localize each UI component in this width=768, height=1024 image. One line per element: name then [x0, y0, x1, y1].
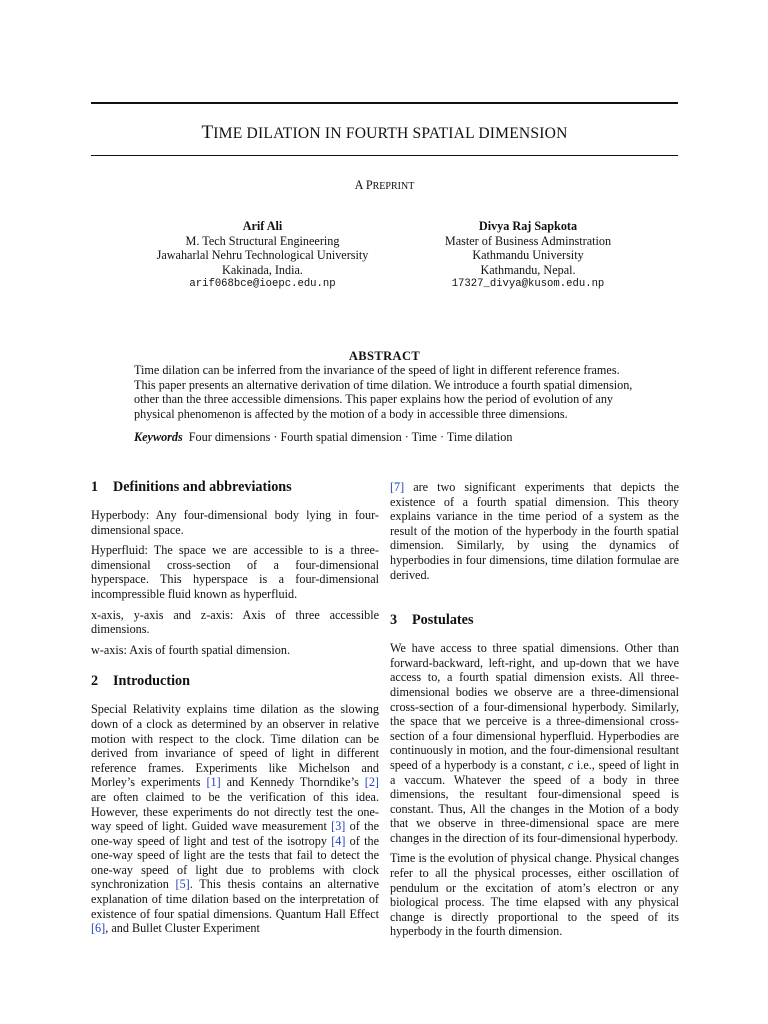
author-affiliation-line: Kathmandu, Nepal.	[480, 262, 576, 277]
citation-link[interactable]: [3]	[331, 819, 346, 834]
definition-w-axis: w-axis: Axis of fourth spatial dimension.	[91, 642, 291, 657]
citation-link[interactable]: [7]	[390, 480, 405, 494]
citation-link[interactable]: [5]	[175, 877, 190, 892]
left-column	[91, 478, 379, 936]
author-affiliation-line: Jawaharlal Nehru Technological University	[156, 248, 369, 263]
title-bottom-rule	[91, 155, 678, 156]
title-smallcaps: IME DILATION IN FOURTH SPATIAL DIMENSION	[213, 125, 568, 142]
citation-link[interactable]: [1]	[206, 775, 221, 790]
postulates-paragraph-2: Time is the evolution of physical change. Physical changes refer to all the physical processes, either oscillation of pendulum or the excitation of atom’s electron or any biological process. The time elapsed with any physical change is directly proportional to the speed of its hyperbody in the fourth dimension.	[390, 851, 679, 939]
author-name: Divya Raj Sapkota	[478, 219, 578, 233]
definition-hyperbody: Hyperbody: Any four-dimensional body lying in four-dimensional space.	[91, 508, 379, 537]
author-affiliation-line: M. Tech Structural Engineering	[185, 233, 340, 248]
title-initial: T	[201, 122, 214, 143]
postulates-paragraph-1: We have access to three spatial dimensions. Other than forward-backward, left-right, and up-down that we have access to, a fourth spatial dimension exists. All three-dimensional bodies we observe are a three-dimensional cross-section of a four-dimensional hyperbody. Similarly, the space that we perceive is a three-dimensional cross-section of a four dimensional hyperfluid. Hyperbodies are continuously in motion, and the four-dimensional resultant speed of a hyperbody is a constant, c i.e., speed of light in a vaccum. Whatever the speed of a body in three dimensions, the resultant four-dimensional speed is constant. Thus, All the changes in the Motion of a body that we observe in three-dimensional space are mere changes in the direction of its four-dimensional hyperbody.	[390, 641, 679, 845]
author-affiliation-line: Master of Business Adminstration	[444, 233, 612, 248]
citation-link[interactable]: [4]	[331, 833, 346, 848]
author-email: 17327_divya@kusom.edu.np	[451, 278, 605, 291]
introduction-paragraph: Special Relativity explains time dilation as the slowing down of a clock as determined by an observer in relative motion with respect to the clock. Time dilation can be derived from invariance of speed of light in different reference frames. Experiments like Michelson and Morley’s experiments [1] and Kennedy Thorndike’s [2] are often claimed to be the verification of this idea. However, these experiments do not directly test the one-way speed of light. Guided wave measurement [3] of the one-way speed of light and test of the isotropy [4] of the one-way speed of light are the tests that fail to detect the one-way speed of light due to problems with clock synchronization [5]. This thesis contains an alternative explanation of time dilation based on the interpretation of existence of four spatial dimensions. Quantum Hall Effect [6], and Bullet Cluster Experiment	[91, 702, 379, 936]
author-email: arif068bce@ioepc.edu.np	[189, 278, 336, 291]
introduction-paragraph-continued: [7] are two significant experiments that depicts the existence of a fourth spatial dimension. This theory explains variance in the time period of a system as the result of the motion of the hyperbody in the fourth spatial dimension. Similarly, by using the dynamics of hyperbodies in four dimensions, time dilation formulae are derived.	[390, 480, 679, 582]
author-block-1	[140, 219, 385, 292]
author-affiliation-line: Kathmandu University	[472, 248, 584, 263]
top-rule	[91, 102, 678, 104]
author-name: Arif Ali	[242, 219, 283, 233]
right-column	[390, 480, 679, 939]
math-symbol-c: c	[567, 757, 574, 772]
paper-title	[91, 122, 678, 144]
section-heading-1: 1 Definitions and abbreviations	[91, 479, 292, 495]
keywords-label: Keywords	[134, 430, 183, 444]
keywords-line	[134, 430, 642, 445]
keywords-text: Four dimensions · Fourth spatial dimension · Time · Time dilation	[188, 430, 513, 444]
preprint-label: A PREPRINT	[354, 178, 415, 192]
definition-hyperfluid: Hyperfluid: The space we are accessible to is a three-dimensional cross-section of a four-dimensional hyperspace. This hyperspace is a four-dimensional incompressible fluid known as hyperfluid.	[91, 543, 379, 601]
citation-link[interactable]: [6]	[91, 921, 106, 936]
abstract-heading: ABSTRACT	[348, 349, 421, 363]
definition-xyz-axis: x-axis, y-axis and z-axis: Axis of three accessible dimensions.	[91, 607, 379, 637]
section-heading-2: 2 Introduction	[91, 673, 190, 690]
citation-link[interactable]: [2]	[364, 775, 379, 790]
section-heading-3: 3 Postulates	[390, 612, 474, 629]
author-affiliation-line: Kakinada, India.	[222, 262, 303, 277]
abstract-text: Time dilation can be inferred from the invariance of the speed of light in different reference frames. This paper presents an alternative derivation of time dilation. We introduce a fourth spatial dimension, other than the three accessible dimensions. This paper explains how the period of evolution of any physical phenomenon is affected by the motion of a body in accessible three dimensions.	[134, 363, 633, 421]
author-block-2	[412, 219, 644, 292]
